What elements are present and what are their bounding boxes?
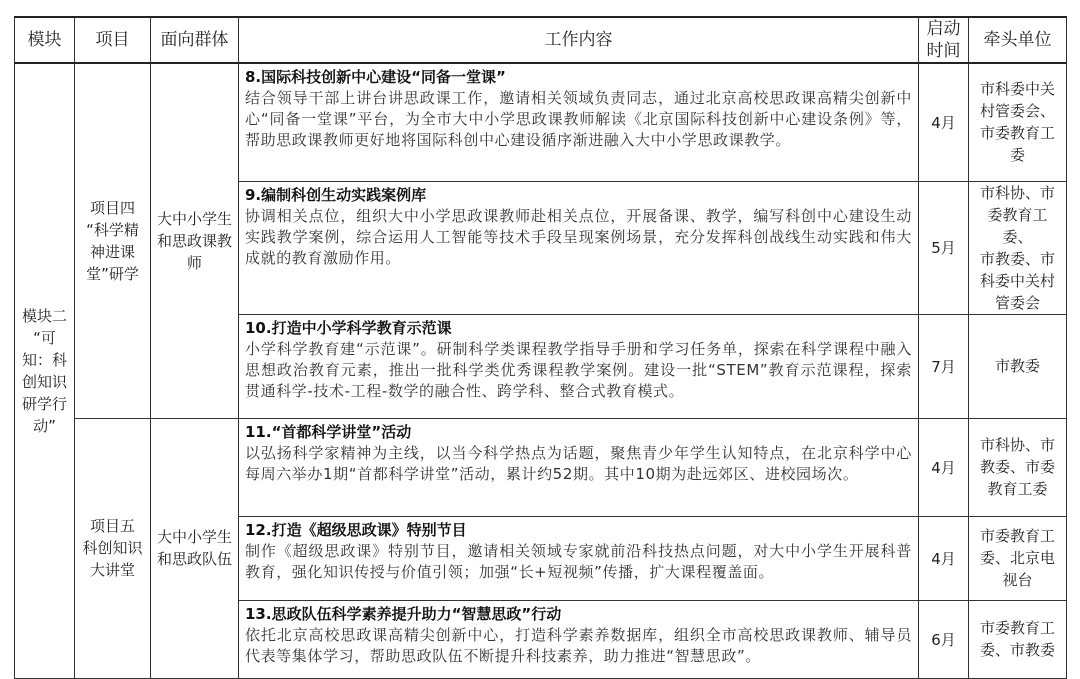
audience-cell bbox=[151, 63, 239, 418]
work-content-cell bbox=[239, 516, 919, 600]
start-time-cell: 4月 bbox=[919, 63, 969, 181]
lead-line: 市委教育工 bbox=[979, 527, 1055, 545]
table-row bbox=[15, 418, 1067, 516]
header-start-line2: 时间 bbox=[926, 41, 961, 61]
header-start-line1: 启动 bbox=[926, 19, 961, 39]
project-line: 科创知识 bbox=[82, 539, 143, 557]
project-line: 项目五 bbox=[89, 517, 135, 535]
start-time-cell: 6月 bbox=[919, 600, 969, 678]
work-body: 依托北京高校思政课高精尖创新中心，打造科学素养数据库，组织全市高校思政课教师、辅导员代表等集体学习，帮助思政队伍不断提升科技素养，助力推进“智慧思政”。 bbox=[245, 625, 912, 665]
lead-line: 委教育工委、 bbox=[987, 205, 1048, 246]
lead-line: 村管委会、 bbox=[979, 102, 1055, 121]
project-line: 大讲堂 bbox=[89, 561, 135, 579]
audience-cell bbox=[151, 418, 239, 678]
lead-line: 科委中关村 bbox=[979, 271, 1055, 290]
lead-line: 委 bbox=[1009, 146, 1025, 165]
work-content-cell bbox=[239, 418, 919, 516]
lead-line: 市科协、市 bbox=[979, 436, 1055, 454]
audience-line: 大中小学生 bbox=[156, 209, 232, 228]
header-start-time bbox=[919, 17, 969, 63]
project-line: 堂”研学 bbox=[86, 264, 139, 283]
work-body: 协调相关点位，组织大中小学思政课教师赴相关点位，开展备课、教学，编写科创中心建设生动实践教学案例，综合运用人工智能等技术手段呈现案例场景，充分发挥科创战线生动实践和伟大成就的教育激励作用。 bbox=[245, 206, 912, 267]
module-line: 创知识 bbox=[21, 372, 67, 391]
start-time-cell: 5月 bbox=[919, 181, 969, 314]
work-content-cell bbox=[239, 63, 919, 181]
audience-line: 大中小学生 bbox=[156, 528, 232, 546]
lead-unit-cell bbox=[969, 63, 1067, 181]
lead-line: 市委教育工 bbox=[979, 619, 1055, 637]
header-lead-unit: 牵头单位 bbox=[969, 17, 1067, 63]
lead-line: 委、北京电 bbox=[979, 549, 1055, 567]
header-project: 项目 bbox=[75, 17, 151, 63]
lead-line: 教委、市委 bbox=[979, 458, 1055, 476]
project-cell bbox=[75, 418, 151, 678]
table-row bbox=[15, 63, 1067, 181]
work-body: 制作《超级思政课》特别节目，邀请相关领域专家就前沿科技热点问题，对大中小学生开展科普教育，强化知识传授与价值引领；加强“长+短视频”传播，扩大课程覆盖面。 bbox=[245, 541, 912, 581]
work-title: 10.打造中小学科学教育示范课 bbox=[245, 318, 452, 337]
lead-unit-cell bbox=[969, 516, 1067, 600]
module-line: 研学行 bbox=[21, 394, 67, 413]
header-work: 工作内容 bbox=[239, 17, 919, 63]
lead-line: 市教委 bbox=[994, 357, 1040, 375]
work-content-cell bbox=[239, 314, 919, 418]
lead-unit-cell bbox=[969, 418, 1067, 516]
start-time-cell: 4月 bbox=[919, 418, 969, 516]
lead-line: 教育工委 bbox=[987, 480, 1048, 498]
lead-line: 市科协、市 bbox=[979, 183, 1055, 202]
work-title: 9.编制科创生动实践案例库 bbox=[245, 185, 427, 204]
project-cell bbox=[75, 63, 151, 418]
module-line: 动” bbox=[33, 416, 56, 435]
project-line: 项目四 bbox=[89, 198, 135, 217]
header-module: 模块 bbox=[15, 17, 75, 63]
audience-line: 师 bbox=[186, 253, 202, 272]
work-plan-table bbox=[14, 16, 1067, 679]
lead-line: 市委教育工 bbox=[979, 124, 1055, 143]
module-line: 知：科 bbox=[21, 350, 67, 369]
module-line: 模块二 bbox=[21, 306, 67, 325]
lead-line: 视台 bbox=[1002, 571, 1033, 589]
lead-unit-cell bbox=[969, 314, 1067, 418]
header-audience: 面向群体 bbox=[151, 17, 239, 63]
start-time-cell: 7月 bbox=[919, 314, 969, 418]
lead-line: 市教委、市 bbox=[979, 249, 1055, 268]
start-time-cell: 4月 bbox=[919, 516, 969, 600]
work-title: 11.“首都科学讲堂”活动 bbox=[245, 422, 412, 441]
lead-line: 市科委中关 bbox=[979, 80, 1055, 99]
work-body: 以弘扬科学家精神为主线，以当今科学热点为话题，聚焦青少年学生认知特点，在北京科学中心每周六举办1期“首都科学讲堂”活动，累计约52期。其中10期为赴远郊区、进校园场次。 bbox=[245, 443, 912, 483]
work-body: 小学科学教育建“示范课”。研制科学类课程教学指导手册和学习任务单，探索在科学课程中融入思想政治教育元素，推出一批科学类优秀课程教学案例。建设一批“STEM”教育示范课程，探索贯通科学-技术-工程-数学的融合性、跨学科、整合式教育模式。 bbox=[245, 339, 912, 400]
work-title: 12.打造《超级思政课》特别节目 bbox=[245, 520, 467, 539]
work-content-cell bbox=[239, 600, 919, 678]
work-title: 13.思政队伍科学素养提升助力“智慧思政”行动 bbox=[245, 604, 562, 623]
audience-line: 和思政课教 bbox=[156, 231, 232, 250]
work-content-cell bbox=[239, 181, 919, 314]
lead-line: 委、市教委 bbox=[979, 641, 1055, 659]
project-line: “科学精 bbox=[86, 220, 139, 239]
work-body: 结合领导干部上讲台讲思政课工作，邀请相关领域负责同志，通过北京高校思政课高精尖创新中心“同备一堂课”平台，为全市大中小学思政课教师解读《北京国际科技创新中心建设条例》等，帮助思政课教师更好地将国际科创中心建设循序渐进融入大中小学思政课教学。 bbox=[245, 89, 912, 149]
header-row bbox=[15, 17, 1067, 63]
lead-line: 管委会 bbox=[994, 293, 1040, 312]
audience-line: 和思政队伍 bbox=[156, 550, 232, 568]
project-line: 神进课 bbox=[89, 242, 135, 261]
lead-unit-cell bbox=[969, 181, 1067, 314]
work-title: 8.国际科技创新中心建设“同备一堂课” bbox=[245, 68, 506, 86]
module-line: “可 bbox=[33, 328, 56, 347]
lead-unit-cell bbox=[969, 600, 1067, 678]
module-cell bbox=[15, 63, 75, 678]
